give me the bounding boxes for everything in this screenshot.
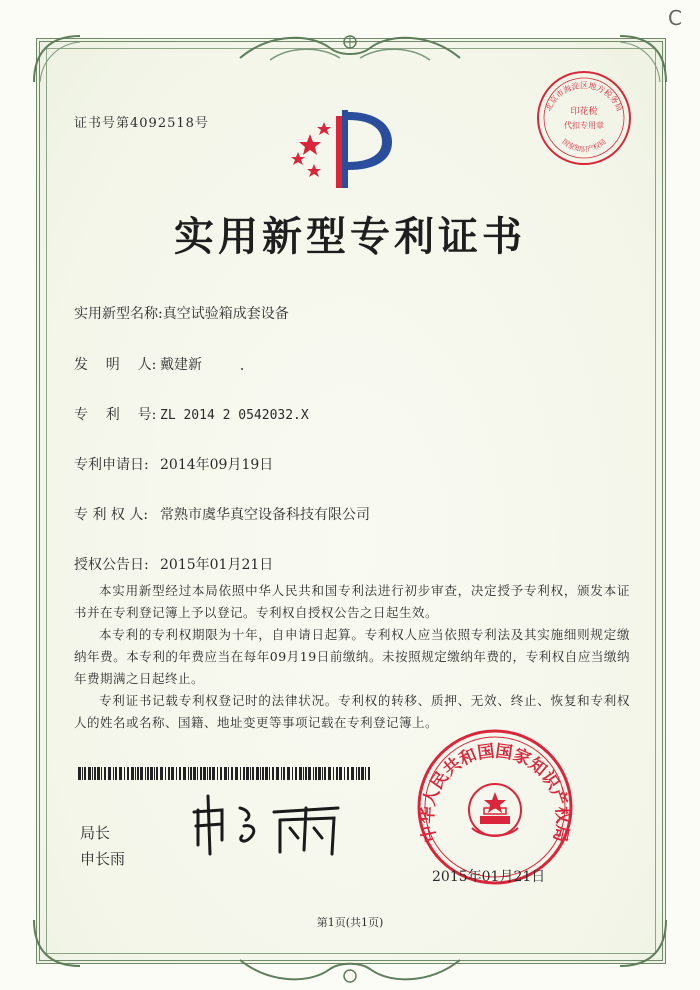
field-patentee: 专 利 权 人: 常熟市虞华真空设备科技有限公司 (74, 507, 370, 523)
stray-mark (241, 368, 243, 370)
corner-ornament-tl (30, 32, 90, 92)
tax-stamp-line2: 代扣专用章 (564, 121, 604, 130)
tax-stamp-ring-text: 北京市海淀区地方税务局 (543, 81, 625, 113)
field-inventor: 发 明 人: 戴建新 (74, 357, 202, 373)
director-signature (188, 790, 358, 860)
seal-ring-text: 中华人民共和国国家知识产权局 (417, 741, 573, 844)
tax-stamp-bottom-text: 国家知识产权局 (560, 137, 608, 154)
top-ornament (230, 28, 470, 68)
svg-text:国家知识产权局 (560, 137, 607, 153)
tax-stamp-line1: 印花税 (570, 107, 598, 117)
barcode (78, 767, 370, 780)
patent-office-logo (288, 104, 398, 194)
bottom-ornament (230, 954, 470, 988)
certificate-title: 实用新型专利证书 (174, 213, 526, 260)
certificate-number-label: 证书号第 (74, 116, 131, 131)
seal-date: 2015年01月21日 (432, 869, 546, 885)
body-paragraph-3: 专利证书记载专利权登记时的法律状况。专利权的转移、质押、无效、终止、恢复和专利权人的姓名或名称、国籍、地址变更等事项记载在专利登记簿上。 (74, 693, 630, 730)
page-number: 第1页(共1页) (316, 916, 384, 929)
official-seal (416, 728, 574, 886)
body-paragraph-1: 本实用新型经过本局依照中华人民共和国专利法进行初步审查，决定授予专利权，颁发本证书并在专利登记簿上予以登记。专利权自授权公告之日起生效。 (74, 583, 630, 620)
body-paragraph-2: 本专利的专利权期限为十年，自申请日起算。专利权人应当依照专利法及其实施细则规定缴纳年费。本专利的年费应当在每年09月19日前缴纳。未按照规定缴纳年费的，专利权自应当缴纳年费期满之日起终止。 (74, 627, 630, 686)
certificate-number (74, 112, 209, 131)
field-announcement-date: 授权公告日: 2015年01月21日 (74, 557, 274, 573)
corner-mark: C (668, 6, 682, 30)
director-name: 申长雨 (80, 850, 126, 868)
field-patent-number: 专 利 号: ZL 2014 2 0542032.X (74, 407, 309, 423)
tax-stamp-seal (534, 68, 634, 168)
certificate-body-text (74, 580, 630, 734)
national-emblem-icon (469, 784, 521, 836)
certificate-number-value: 4092518号 (130, 116, 209, 131)
director-title: 局长 (80, 824, 111, 842)
field-utility-model-name: 实用新型名称:真空试验箱成套设备 (74, 306, 289, 322)
field-application-date: 专利申请日: 2014年09月19日 (74, 457, 274, 473)
